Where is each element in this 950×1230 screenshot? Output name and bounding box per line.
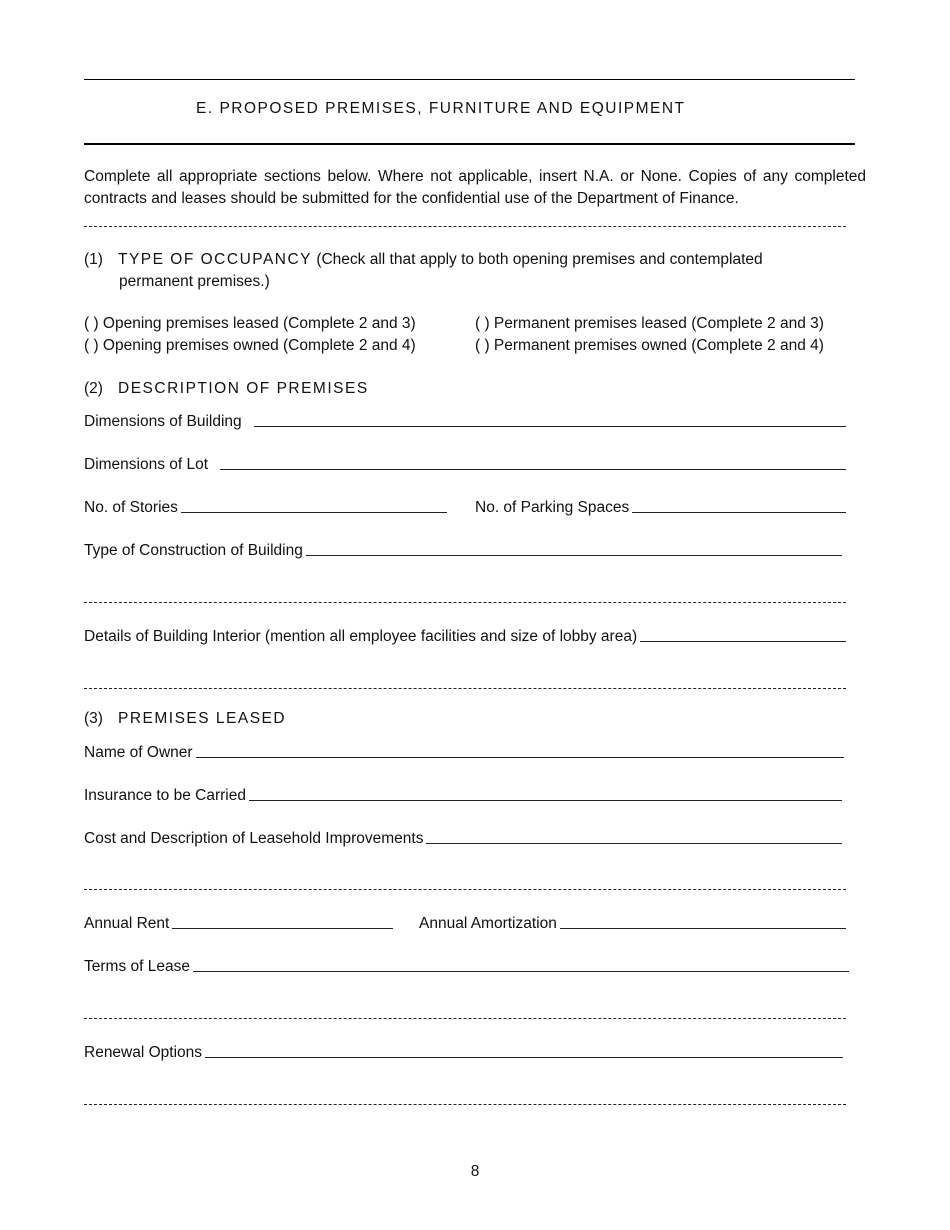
- field-label: Annual Rent: [84, 915, 170, 932]
- fill-line[interactable]: [306, 555, 842, 556]
- fill-line-continued[interactable]: [84, 688, 846, 689]
- insurance-field[interactable]: [84, 783, 842, 805]
- field-label: Annual Amortization: [419, 915, 557, 932]
- lease-terms-field[interactable]: [84, 954, 849, 976]
- fill-line-continued[interactable]: [84, 1104, 846, 1105]
- section-premises-leased: [84, 710, 286, 728]
- option-opening-leased[interactable]: ( ) Opening premises leased (Complete 2 and 3): [84, 315, 416, 332]
- fill-line[interactable]: [632, 512, 846, 513]
- fill-line[interactable]: [426, 843, 842, 844]
- option-permanent-owned[interactable]: ( ) Permanent premises owned (Complete 2 and 4): [475, 337, 824, 354]
- field-label: Dimensions of Building: [84, 413, 242, 430]
- fill-line[interactable]: [193, 971, 849, 972]
- section-number: (2): [84, 380, 103, 397]
- page-number: 8: [470, 1163, 480, 1180]
- option-opening-owned[interactable]: ( ) Opening premises owned (Complete 2 and 4): [84, 337, 416, 354]
- page-title: E. PROPOSED PREMISES, FURNITURE AND EQUIPMENT: [196, 100, 686, 117]
- dimensions-building-field[interactable]: [84, 409, 846, 431]
- field-label: Insurance to be Carried: [84, 787, 246, 804]
- field-label: No. of Parking Spaces: [475, 499, 630, 516]
- annual-rent-field[interactable]: [84, 911, 393, 933]
- field-label: Type of Construction of Building: [84, 542, 303, 559]
- fill-line-continued[interactable]: [84, 889, 846, 890]
- field-label: Renewal Options: [84, 1044, 203, 1061]
- leasehold-improvements-field[interactable]: [84, 826, 842, 848]
- fill-line[interactable]: [172, 928, 393, 929]
- section-type-of-occupancy: [84, 251, 763, 269]
- title-bottom-rule: [84, 143, 855, 145]
- owner-name-field[interactable]: [84, 740, 844, 762]
- building-interior-field[interactable]: [84, 624, 846, 646]
- section-number: (1): [84, 251, 103, 268]
- section-note-continued: permanent premises.): [119, 273, 270, 290]
- renewal-options-field[interactable]: [84, 1040, 843, 1062]
- section-note: (Check all that apply to both opening premises and contemplated: [316, 251, 763, 268]
- field-label: Cost and Description of Leasehold Improvements: [84, 830, 424, 847]
- instructions-paragraph: Complete all appropriate sections below. Where not applicable, insert N.A. or None. Copies of any completed contracts and leases should be submitted for the confidential use of the Department of Finance.: [84, 168, 866, 207]
- fill-line[interactable]: [181, 512, 447, 513]
- fill-line[interactable]: [640, 641, 846, 642]
- dimensions-lot-field[interactable]: [84, 452, 846, 474]
- fill-line-continued[interactable]: [84, 602, 846, 603]
- fill-line[interactable]: [220, 469, 846, 470]
- section-heading: DESCRIPTION OF PREMISES: [118, 380, 369, 397]
- fill-line[interactable]: [205, 1057, 843, 1058]
- fill-line[interactable]: [196, 757, 844, 758]
- field-label: Name of Owner: [84, 744, 193, 761]
- fill-line-continued[interactable]: [84, 1018, 846, 1019]
- section-number: (3): [84, 710, 103, 727]
- field-label: Details of Building Interior (mention all employee facilities and size of lobby area): [84, 628, 638, 645]
- construction-type-field[interactable]: [84, 538, 842, 560]
- field-label: Terms of Lease: [84, 958, 190, 975]
- fill-line[interactable]: [254, 426, 846, 427]
- field-label: Dimensions of Lot: [84, 456, 209, 473]
- annual-amortization-field[interactable]: [419, 911, 846, 933]
- field-label: No. of Stories: [84, 499, 178, 516]
- parking-spaces-field[interactable]: [475, 495, 846, 517]
- section-heading: PREMISES LEASED: [118, 710, 287, 727]
- section-heading: TYPE OF OCCUPANCY: [118, 251, 313, 268]
- fill-line[interactable]: [249, 800, 842, 801]
- option-permanent-leased[interactable]: ( ) Permanent premises leased (Complete 2 and 3): [475, 315, 824, 332]
- fill-line[interactable]: [560, 928, 846, 929]
- section-description-of-premises: [84, 380, 369, 398]
- top-rule: [84, 79, 855, 80]
- stories-field[interactable]: [84, 495, 447, 517]
- divider-line: [84, 226, 846, 227]
